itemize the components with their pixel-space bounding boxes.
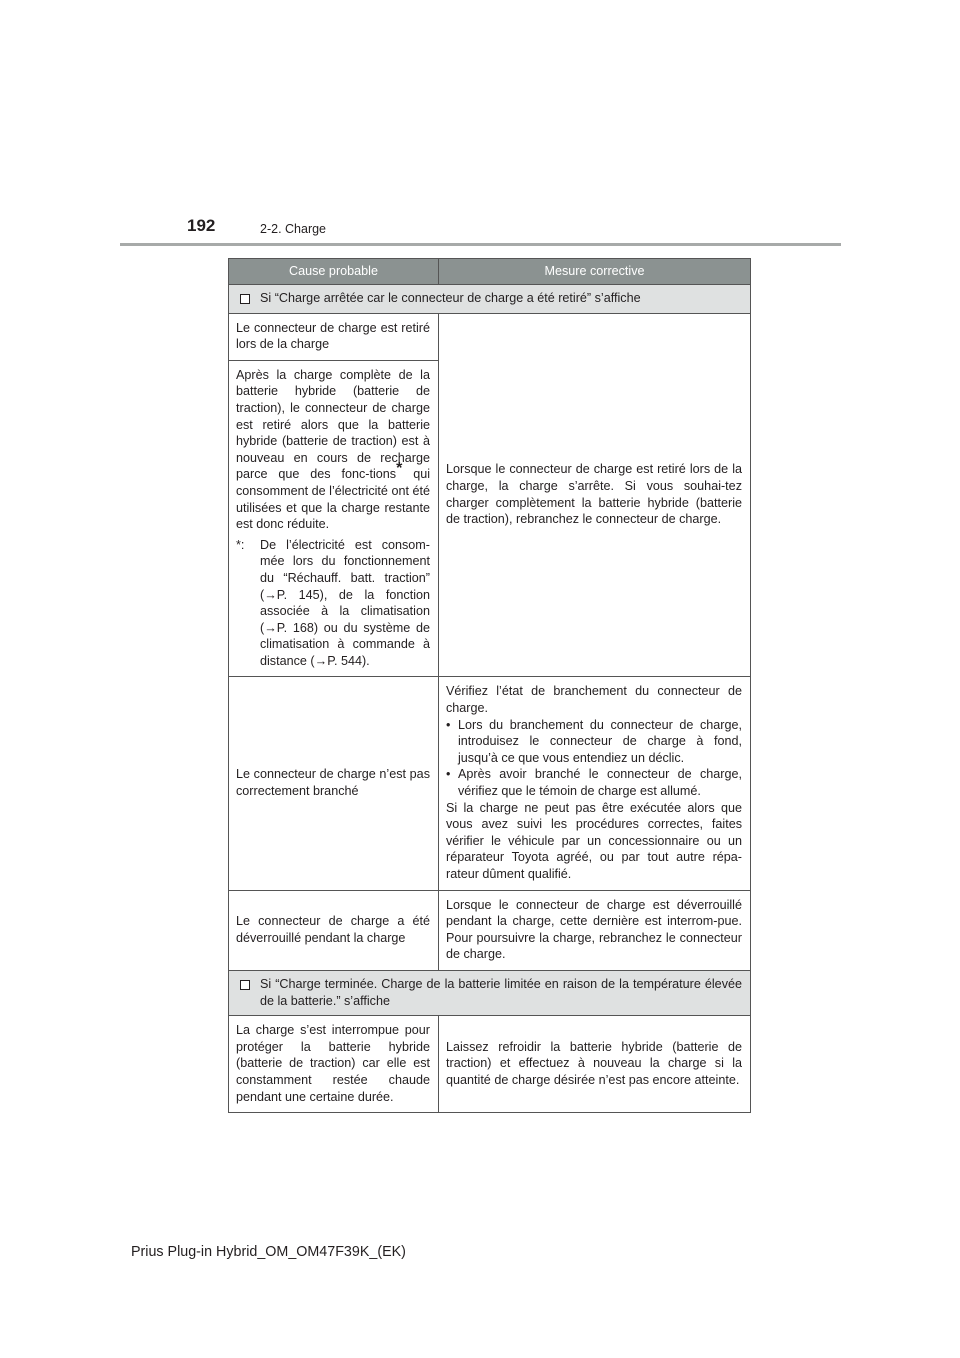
footnote-marker: *: — [236, 537, 245, 552]
cause-text-part2: qui consomment de l’électricité ont été utilisées et que la charge restante est donc réduite. — [236, 467, 431, 532]
cause-text: Le connecteur de charge est retiré lors de la charge — [236, 320, 430, 352]
checkbox-bullet-icon — [240, 980, 250, 990]
section-row-2 — [229, 970, 751, 1015]
checkbox-bullet-icon — [240, 294, 250, 304]
remedy-intro: Vérifiez l’état de branchement du connecteur de charge. — [446, 684, 742, 716]
cause-text: Le connecteur de charge n’est pas correctement branché — [236, 767, 430, 799]
section-2-title: Si “Charge terminée. Charge de la batterie limitée en raison de la température élevée de la batterie.” s’affiche — [260, 976, 742, 1008]
troubleshooting-table — [228, 258, 751, 1113]
table-header-row — [229, 259, 751, 285]
cause-text: La charge s’est interrompue pour protéger la batterie hybride (batterie de traction) car elle est constamment restée chaude pendant une certaine durée. — [236, 1023, 430, 1104]
list-item — [446, 717, 742, 767]
section-row-1 — [229, 285, 751, 314]
remedy-text: Laissez refroidir la batterie hybride (batterie de traction) et effectuez à nouveau la charge si la quantité de charge désirée n’est pas encore atteinte. — [446, 1039, 742, 1087]
footnote-text: De l’électricité est consom-mée lors du fonctionnement du “Réchauff. batt. traction” (→P. 145), de la fonction associée à la climatisation (→P. 168) ou du système de climatisation à commande à distance (→P. 544). — [260, 537, 430, 668]
remedy-text: Lorsque le connecteur de charge est retiré lors de la charge, la charge s’arrête. Si vous souhai-tez charger complètement la batterie hybride (batterie de traction), rebranchez le connecteur de charge. — [446, 462, 742, 527]
section-title: 2-2. Charge — [260, 222, 327, 236]
remedy-cell — [439, 313, 751, 677]
remedy-cell — [439, 677, 751, 890]
remedy-cell — [439, 1016, 751, 1113]
header-cause: Cause probable — [229, 259, 439, 285]
table-row — [229, 1016, 751, 1113]
cause-cell — [229, 890, 439, 970]
cause-cell — [229, 360, 439, 677]
section-1-title: Si “Charge arrêtée car le connecteur de charge a été retiré” s’affiche — [260, 291, 641, 305]
cause-cell — [229, 1016, 439, 1113]
header-remedy: Mesure corrective — [439, 259, 751, 285]
bullet-text: Lors du branchement du connecteur de charge, introduisez le connecteur de charge à fond, jusqu’à ce que vous entendiez un déclic. — [458, 717, 742, 765]
table-row — [229, 677, 751, 890]
remedy-text: Lorsque le connecteur de charge est déverrouillé pendant la charge, cette dernière est interrom-pue. Pour poursuivre la charge, rebranchez le connecteur de charge. — [446, 897, 742, 962]
header-rule — [120, 243, 841, 246]
remedy-outro: Si la charge ne peut pas être exécutée alors que vous avez suivi les procédures correctes, faites vérifier le véhicule par un concessionnaire ou un réparateur Toyota agréé, ou par tout autre répa-rateur dûment qualifié. — [446, 800, 742, 881]
cause-cell — [229, 313, 439, 360]
bullet-text: Après avoir branché le connecteur de charge, vérifiez que le témoin de charge est allumé. — [458, 767, 742, 799]
table-row — [229, 313, 751, 360]
remedy-cell — [439, 890, 751, 970]
table-row — [229, 890, 751, 970]
document-footer: Prius Plug-in Hybrid_OM_OM47F39K_(EK) — [131, 1244, 406, 1260]
cause-text-part1: Après la charge complète de la batterie hybride (batterie de traction), le connecteur de charge est retiré alors que la batterie hybride (batterie de traction) est à nouveau en cours de recharge parce que des fonc-tions — [236, 367, 430, 482]
cause-cell — [229, 677, 439, 890]
list-item — [446, 766, 742, 799]
footnote-asterisk: * — [396, 460, 403, 478]
bullet-icon: • — [446, 767, 451, 782]
page-number: 192 — [187, 216, 216, 235]
bullet-icon: • — [446, 717, 451, 732]
cause-text: Le connecteur de charge a été déverrouillé pendant la charge — [236, 914, 430, 945]
footnote — [236, 537, 430, 670]
